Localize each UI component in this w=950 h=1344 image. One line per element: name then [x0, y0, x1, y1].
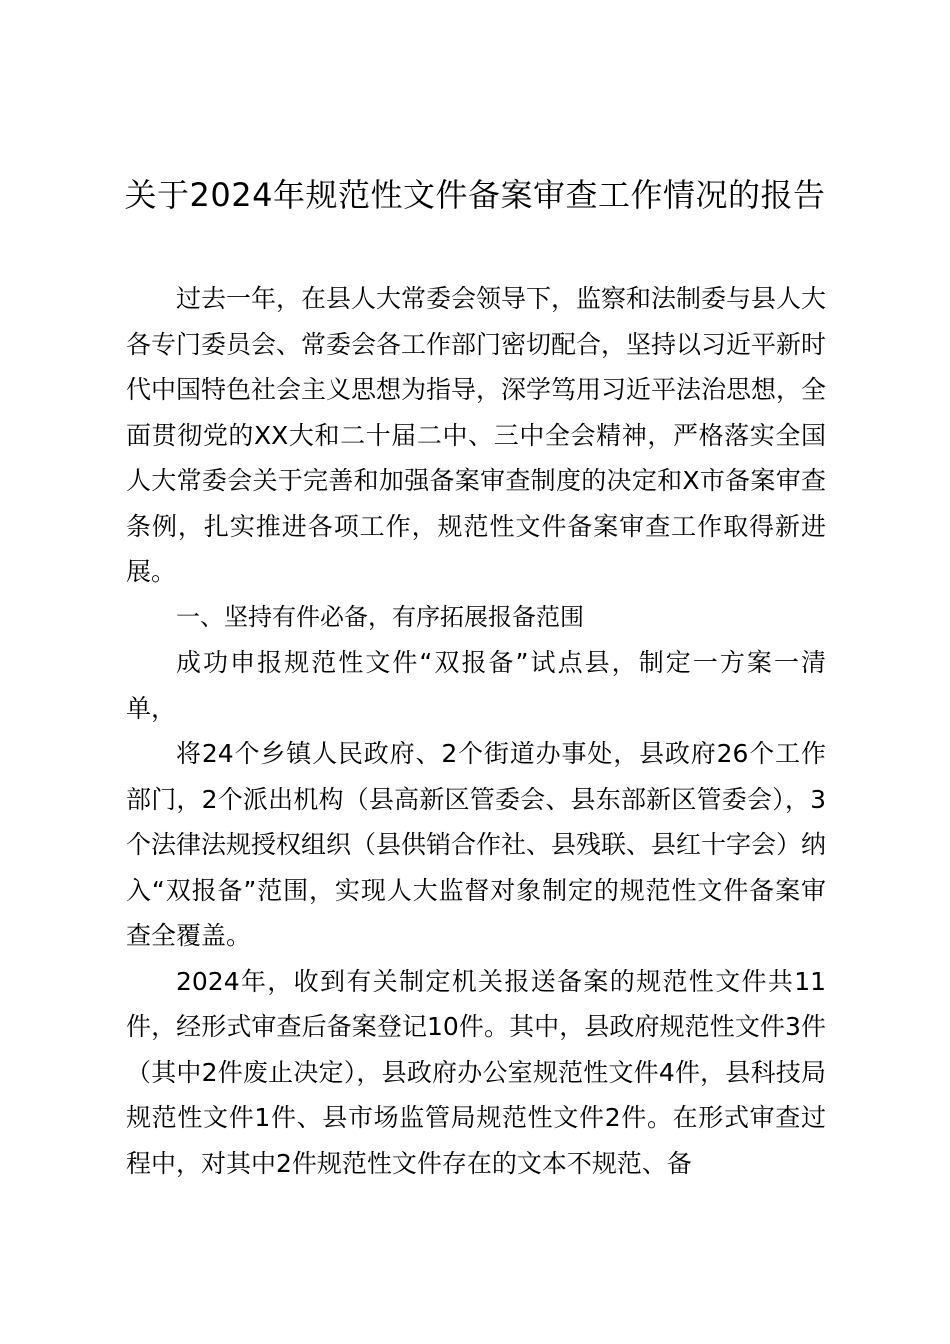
paragraph-statistics: 2024年，收到有关制定机关报送备案的规范性文件共11件，经形式审查后备案登记10件。其中，县政府规范性文件3件（其中2件废止决定），县政府办公室规范性文件4件，县科技局规范性文件1件、县市场监管局规范性文件2件。在形式审查过程中，对其中2件规范性文件存在的文本不规范、备 [126, 966, 826, 1178]
paragraph-intro: 过去一年，在县人大常委会领导下，监察和法制委与县人大各专门委员会、常委会各工作部门密切配合，坚持以习近平新时代中国特色社会主义思想为指导，深学笃用习近平法治思想，全面贯彻党的XX大和二十届二中、三中全会精神，严格落实全国人大常委会关于完善和加强备案审查制度的决定和X市备案审查条例，扎实推进各项工作，规范性文件备案审查工作取得新进展。 [126, 284, 827, 586]
paragraph-scope: 将24个乡镇人民政府、2个街道办事处，县政府26个工作部门，2个派出机构（县高新区管委会、县东部新区管委会），3个法律法规授权组织（县供销合作社、县残联、县红十字会）纳入“双报备”范围，实现人大监督对象制定的规范性文件备案审查全覆盖。 [126, 739, 827, 950]
document-body [126, 276, 826, 1186]
document-title: 关于2024年规范性文件备案审查工作情况的报告 [124, 176, 826, 214]
paragraph-pilot: 成功申报规范性文件“双报备”试点县，制定一方案一清单， [126, 648, 826, 723]
section-heading-1: 一、坚持有件必备，有序拓展报备范围 [176, 602, 584, 631]
